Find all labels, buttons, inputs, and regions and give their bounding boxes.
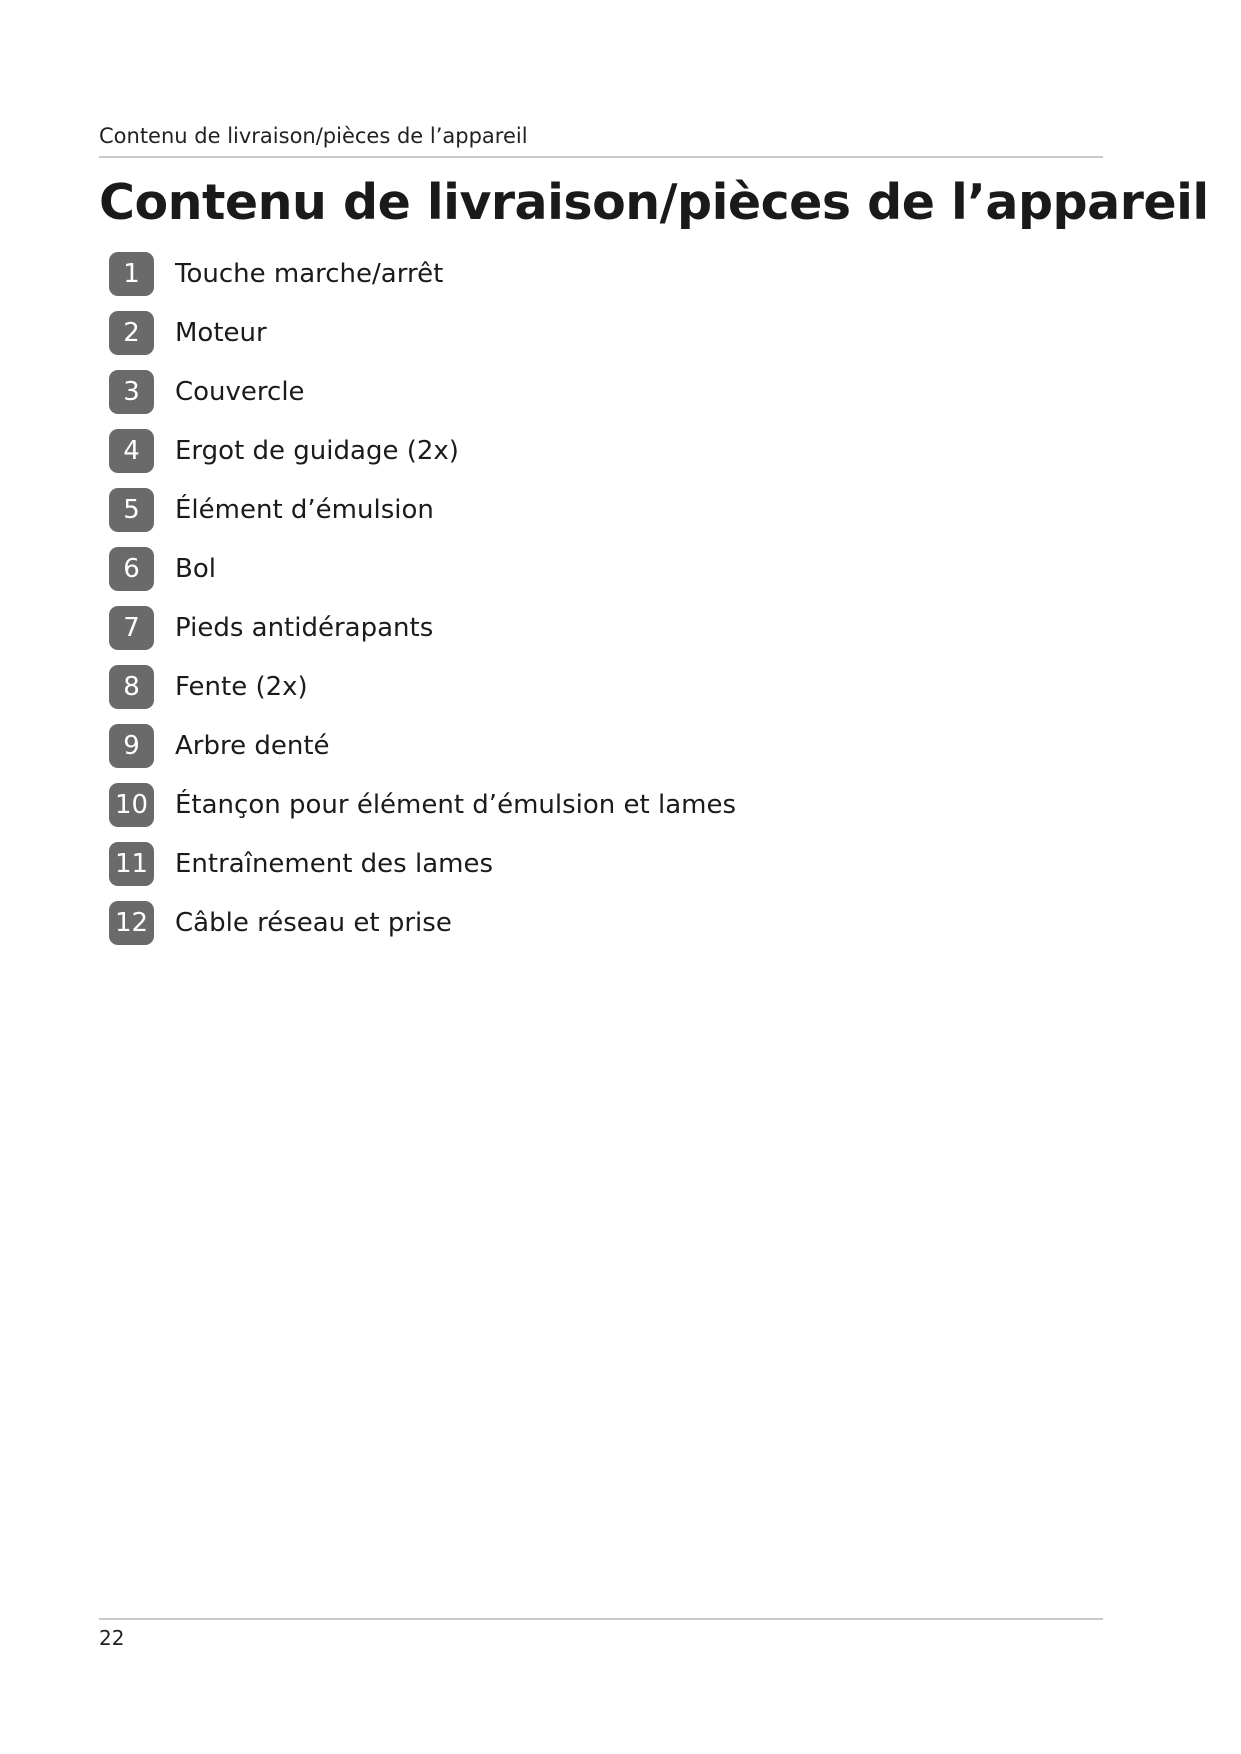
list-item xyxy=(109,783,736,827)
parts-list xyxy=(109,252,736,960)
number-badge: 9 xyxy=(109,724,154,768)
part-label: Étançon pour élément d’émulsion et lames xyxy=(175,790,736,820)
number-badge: 12 xyxy=(109,901,154,945)
number-badge: 6 xyxy=(109,547,154,591)
number-badge: 4 xyxy=(109,429,154,473)
part-label: Bol xyxy=(175,554,216,584)
number-badge: 3 xyxy=(109,370,154,414)
part-label: Moteur xyxy=(175,318,267,348)
list-item xyxy=(109,429,736,473)
number-badge: 8 xyxy=(109,665,154,709)
list-item xyxy=(109,665,736,709)
list-item xyxy=(109,606,736,650)
header-divider xyxy=(99,156,1103,158)
part-label: Pieds antidérapants xyxy=(175,613,434,643)
part-label: Élément d’émulsion xyxy=(175,495,434,525)
part-label: Câble réseau et prise xyxy=(175,908,452,938)
list-item xyxy=(109,842,736,886)
part-label: Touche marche/arrêt xyxy=(175,259,444,289)
number-badge: 10 xyxy=(109,783,154,827)
page-number: 22 xyxy=(99,1626,125,1650)
list-item xyxy=(109,547,736,591)
page-title: Contenu de livraison/pièces de l’appareil xyxy=(99,174,1209,231)
part-label: Ergot de guidage (2x) xyxy=(175,436,459,466)
part-label: Arbre denté xyxy=(175,731,330,761)
number-badge: 7 xyxy=(109,606,154,650)
part-label: Fente (2x) xyxy=(175,672,308,702)
number-badge: 11 xyxy=(109,842,154,886)
number-badge: 5 xyxy=(109,488,154,532)
number-badge: 2 xyxy=(109,311,154,355)
list-item xyxy=(109,252,736,296)
part-label: Couvercle xyxy=(175,377,305,407)
part-label: Entraînement des lames xyxy=(175,849,494,879)
list-item xyxy=(109,724,736,768)
list-item xyxy=(109,488,736,532)
list-item xyxy=(109,311,736,355)
footer-divider xyxy=(99,1618,1103,1620)
list-item xyxy=(109,370,736,414)
list-item xyxy=(109,901,736,945)
number-badge: 1 xyxy=(109,252,154,296)
running-header: Contenu de livraison/pièces de l’appareil xyxy=(99,124,528,148)
